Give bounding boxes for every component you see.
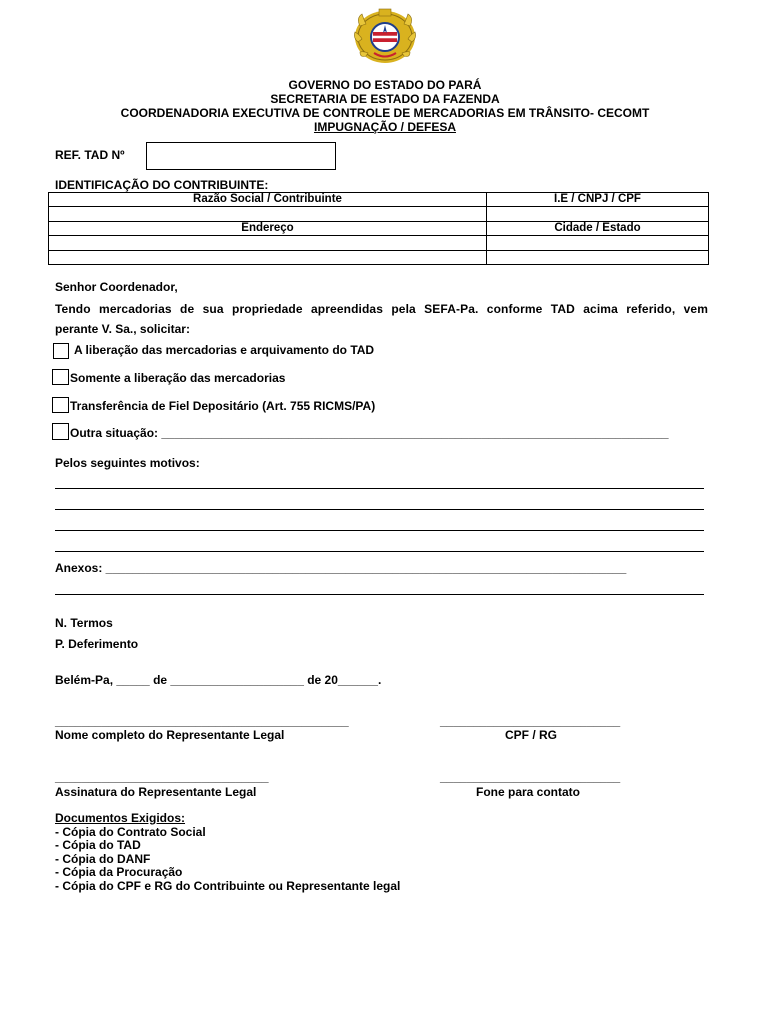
request-paragraph-line1: Tendo mercadorias de sua propriedade apreendidas pela SEFA-Pa. conforme TAD acima referido, vem	[55, 302, 708, 316]
option4-label: Outra situação: ____________________________________________________________________________	[70, 426, 669, 440]
option3-label: Transferência de Fiel Depositário (Art. 755 RICMS/PA)	[70, 399, 376, 413]
option1-checkbox[interactable]	[53, 343, 69, 359]
header-coordination: COORDENADORIA EXECUTIVA DE CONTROLE DE MERCADORIAS EM TRÂNSITO- CECOMT	[120, 106, 650, 120]
endereco-field-2[interactable]	[49, 251, 487, 265]
endereco-field[interactable]	[49, 236, 487, 251]
name-label: Nome completo do Representante Legal	[55, 728, 285, 742]
request-paragraph-line2: perante V. Sa., solicitar:	[55, 322, 190, 336]
motivos-line-2[interactable]	[55, 509, 704, 510]
option4-checkbox[interactable]	[52, 423, 69, 440]
identification-title: IDENTIFICAÇÃO DO CONTRIBUINTE:	[55, 178, 269, 192]
document-item: - Cópia do DANF	[55, 851, 151, 866]
option2-label: Somente a liberação das mercadorias	[70, 371, 286, 385]
identification-table	[48, 192, 709, 265]
document-item: - Cópia da Procuração	[55, 865, 183, 880]
document-item: - Cópia do CPF e RG do Contribuinte ou Representante legal	[55, 878, 401, 893]
razao-social-header: Razão Social / Contribuinte	[49, 193, 487, 207]
header-government: GOVERNO DO ESTADO DO PARÁ	[288, 78, 482, 92]
required-documents	[55, 812, 400, 894]
cpf-rg-line[interactable]: ___________________________	[440, 714, 621, 728]
ie-cnpj-cpf-field[interactable]	[487, 207, 709, 222]
phone-label: Fone para contato	[476, 785, 581, 799]
signature-label: Assinatura do Representante Legal	[55, 785, 257, 799]
motivos-label: Pelos seguintes motivos:	[55, 456, 200, 470]
document-item: - Cópia do TAD	[55, 838, 141, 853]
document-item: - Cópia do Contrato Social	[55, 824, 206, 839]
ie-cnpj-cpf-header: I.E / CNPJ / CPF	[487, 193, 709, 207]
motivos-line-3[interactable]	[55, 530, 704, 531]
cidade-estado-field-2[interactable]	[487, 251, 709, 265]
anexos-line-2[interactable]	[55, 594, 704, 595]
signature-line[interactable]: ________________________________	[55, 770, 269, 784]
cidade-estado-field[interactable]	[487, 236, 709, 251]
state-coat-of-arms-seal	[352, 8, 418, 66]
ref-tad-input-box[interactable]	[146, 142, 336, 170]
p-deferimento: P. Deferimento	[55, 637, 139, 651]
option2-checkbox[interactable]	[52, 369, 69, 385]
n-termos: N. Termos	[55, 616, 113, 630]
greeting: Senhor Coordenador,	[55, 280, 178, 294]
document-title: IMPUGNAÇÃO / DEFESA	[313, 120, 456, 134]
option1-label: A liberação das mercadorias e arquivamento do TAD	[74, 343, 375, 357]
date-line: Belém-Pa, _____ de ____________________ de 20______.	[55, 673, 382, 687]
cpf-rg-label: CPF / RG	[505, 728, 558, 742]
motivos-line-1[interactable]	[55, 488, 704, 489]
phone-line[interactable]: ___________________________	[440, 770, 621, 784]
option3-checkbox[interactable]	[52, 397, 69, 413]
endereco-header: Endereço	[49, 222, 487, 236]
razao-social-field[interactable]	[49, 207, 487, 222]
ref-tad-label: REF. TAD Nº	[55, 148, 125, 162]
documents-title: Documentos Exigidos:	[55, 811, 186, 825]
cidade-estado-header: Cidade / Estado	[487, 222, 709, 236]
header-secretariat: SECRETARIA DE ESTADO DA FAZENDA	[270, 92, 500, 106]
anexos-label: Anexos: ______________________________________________________________________________	[55, 561, 627, 575]
name-signature-line[interactable]: ____________________________________________	[55, 714, 349, 728]
motivos-line-4[interactable]	[55, 551, 704, 552]
